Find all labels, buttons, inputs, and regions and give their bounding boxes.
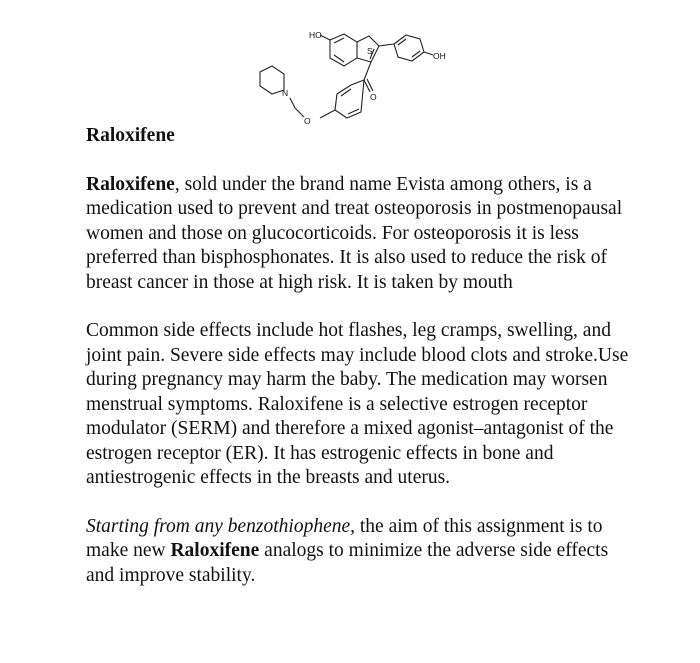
assignment-text: the aim of this assignment is to make new — [86, 515, 603, 561]
paragraph-side-effects: Common side effects include hot flashes, leg cramps, swelling, and joint pain. Severe side effects may include blood clots and stroke.Use during pregnancy may harm the baby. The medication may worsen menstrual symptoms. Raloxifene is a selective estrogen receptor modulator (SERM) and therefore a mixed agonist–antagonist of the estrogen receptor (ER). It has estrogenic effects in bone and antiestrogenic effects in the breasts and uterus. — [86, 320, 629, 488]
paragraph-intro — [86, 173, 631, 296]
intro-text: , sold under the brand name Evista among others, is a medication used to prevent and treat osteoporosis in postmenopausal women and those on glucocorticoids. For osteoporosis it is less preferred than bisphosphonates. It is also used to reduce the risk of breast cancer in those at high risk. It is taken by mouth — [86, 173, 623, 293]
assignment-end: analogs to minimize the adverse side effects and improve stability. — [86, 540, 609, 586]
paragraph-assignment — [86, 515, 631, 589]
bond — [290, 98, 295, 108]
carbonyl-bond — [364, 80, 370, 92]
intro-bold-term: Raloxifene — [86, 173, 175, 195]
assignment-bold-term: Raloxifene — [170, 540, 260, 561]
label-o-ketone: O — [370, 92, 377, 102]
document-body — [86, 124, 631, 612]
phenol-ring — [394, 35, 424, 61]
label-n: N — [282, 88, 289, 98]
bond — [320, 110, 335, 118]
carbonyl-bond — [367, 79, 373, 91]
label-o-ether: O — [304, 116, 311, 126]
bond — [364, 62, 371, 80]
bond — [295, 108, 304, 117]
label-oh: OH — [433, 51, 446, 61]
bond — [424, 52, 433, 55]
double-bond — [334, 38, 344, 43]
phenoxy-ring — [335, 80, 364, 118]
label-s: S — [367, 46, 373, 56]
label-ho: HO — [309, 30, 322, 40]
assignment-italic: Starting from any benzothiophene, — [86, 515, 356, 537]
raloxifene-structure-diagram — [240, 22, 460, 132]
piperidine-ring — [260, 66, 284, 94]
bond — [379, 44, 394, 46]
document-title: Raloxifene — [86, 125, 175, 146]
